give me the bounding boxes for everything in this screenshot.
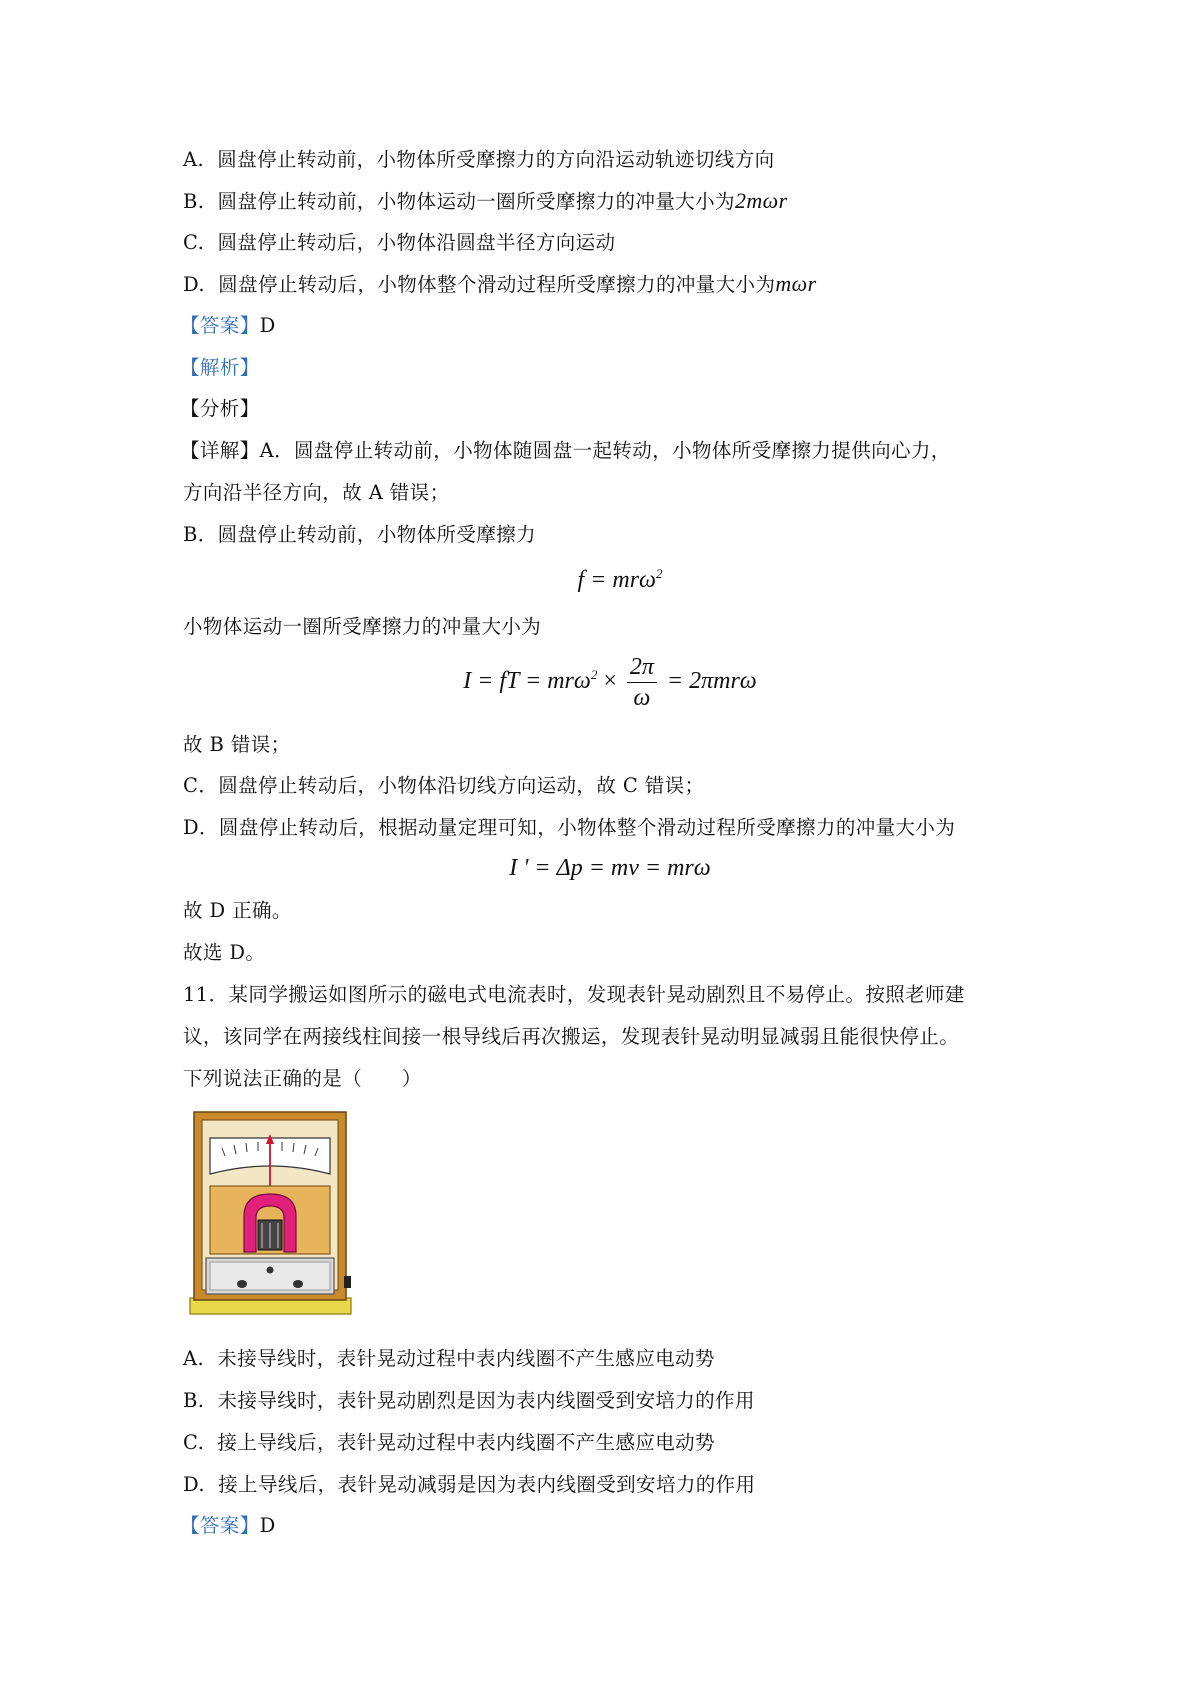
q11-option-c: C. 接上导线后，表针晃动过程中表内线圈不产生感应电动势 — [183, 1431, 715, 1454]
equation-impulse: I = fT = mrω$^2$ × $\frac{2\pi}{\omega}$ = 2πmrω — [463, 654, 757, 711]
q10-choose: 故选 D。 — [183, 941, 266, 964]
q11-option-d: D. 接上导线后，表针晃动减弱是因为表内线圈受到安培力的作用 — [183, 1473, 756, 1496]
q11-option-a: A. 未接导线时，表针晃动过程中表内线圈不产生感应电动势 — [183, 1347, 715, 1370]
q11-answer: 【答案】D — [180, 1514, 276, 1537]
q10-option-c: C. 圆盘停止转动后，小物体沿圆盘半径方向运动 — [183, 231, 616, 254]
q10-option-a: A. 圆盘停止转动前，小物体所受摩擦力的方向沿运动轨迹切线方向 — [183, 148, 775, 171]
q10-detail-d-2: 故 D 正确。 — [183, 899, 292, 922]
q10-analysis-tag: 【解析】 — [180, 356, 260, 379]
q11-option-b: B. 未接导线时，表针晃动剧烈是因为表内线圈受到安培力的作用 — [183, 1389, 755, 1412]
q10-detail-b-3: 故 B 错误； — [183, 733, 291, 756]
q10-detail-a-2: 方向沿半径方向，故 A 错误； — [183, 481, 450, 504]
fraction-2pi-over-omega: $\frac{2\pi}{\omega}$ — [627, 652, 657, 713]
q10-detail-a-1: 【详解】A．圆盘停止转动前，小物体随圆盘一起转动，小物体所受摩擦力提供向心力， — [180, 439, 951, 462]
galvanometer-figure — [188, 1108, 353, 1318]
equation-momentum: I ' = Δp = mv = mrω — [509, 855, 711, 881]
equation-friction: f = mrω$^2$ — [577, 566, 663, 593]
q10-detail-c: C．圆盘停止转动后，小物体沿切线方向运动，故 C 错误； — [183, 774, 705, 797]
q10-answer: 【答案】D — [180, 314, 276, 337]
q10-detail-d-1: D．圆盘停止转动后，根据动量定理可知，小物体整个滑动过程所受摩擦力的冲量大小为 — [183, 816, 956, 839]
q10-option-d: D. 圆盘停止转动后，小物体整个滑动过程所受摩擦力的冲量大小为mωr — [183, 271, 817, 296]
q10-detail-b-2: 小物体运动一圈所受摩擦力的冲量大小为 — [183, 615, 542, 638]
q10-detail-b-1: B．圆盘停止转动前，小物体所受摩擦力 — [183, 523, 537, 546]
q11-stem-2: 议，该同学在两接线柱间接一根导线后再次搬运，发现表针晃动明显减弱且能很快停止。 — [183, 1025, 960, 1048]
q11-stem-1: 11．某同学搬运如图所示的磁电式电流表时，发现表针晃动剧烈且不易停止。按照老师建 — [183, 983, 965, 1006]
q10-option-b: B. 圆盘停止转动前，小物体运动一圈所受摩擦力的冲量大小为2mωr — [183, 188, 788, 213]
q11-stem-3: 下列说法正确的是（ ） — [183, 1067, 422, 1090]
q10-fenxi-tag: 【分析】 — [180, 397, 260, 420]
